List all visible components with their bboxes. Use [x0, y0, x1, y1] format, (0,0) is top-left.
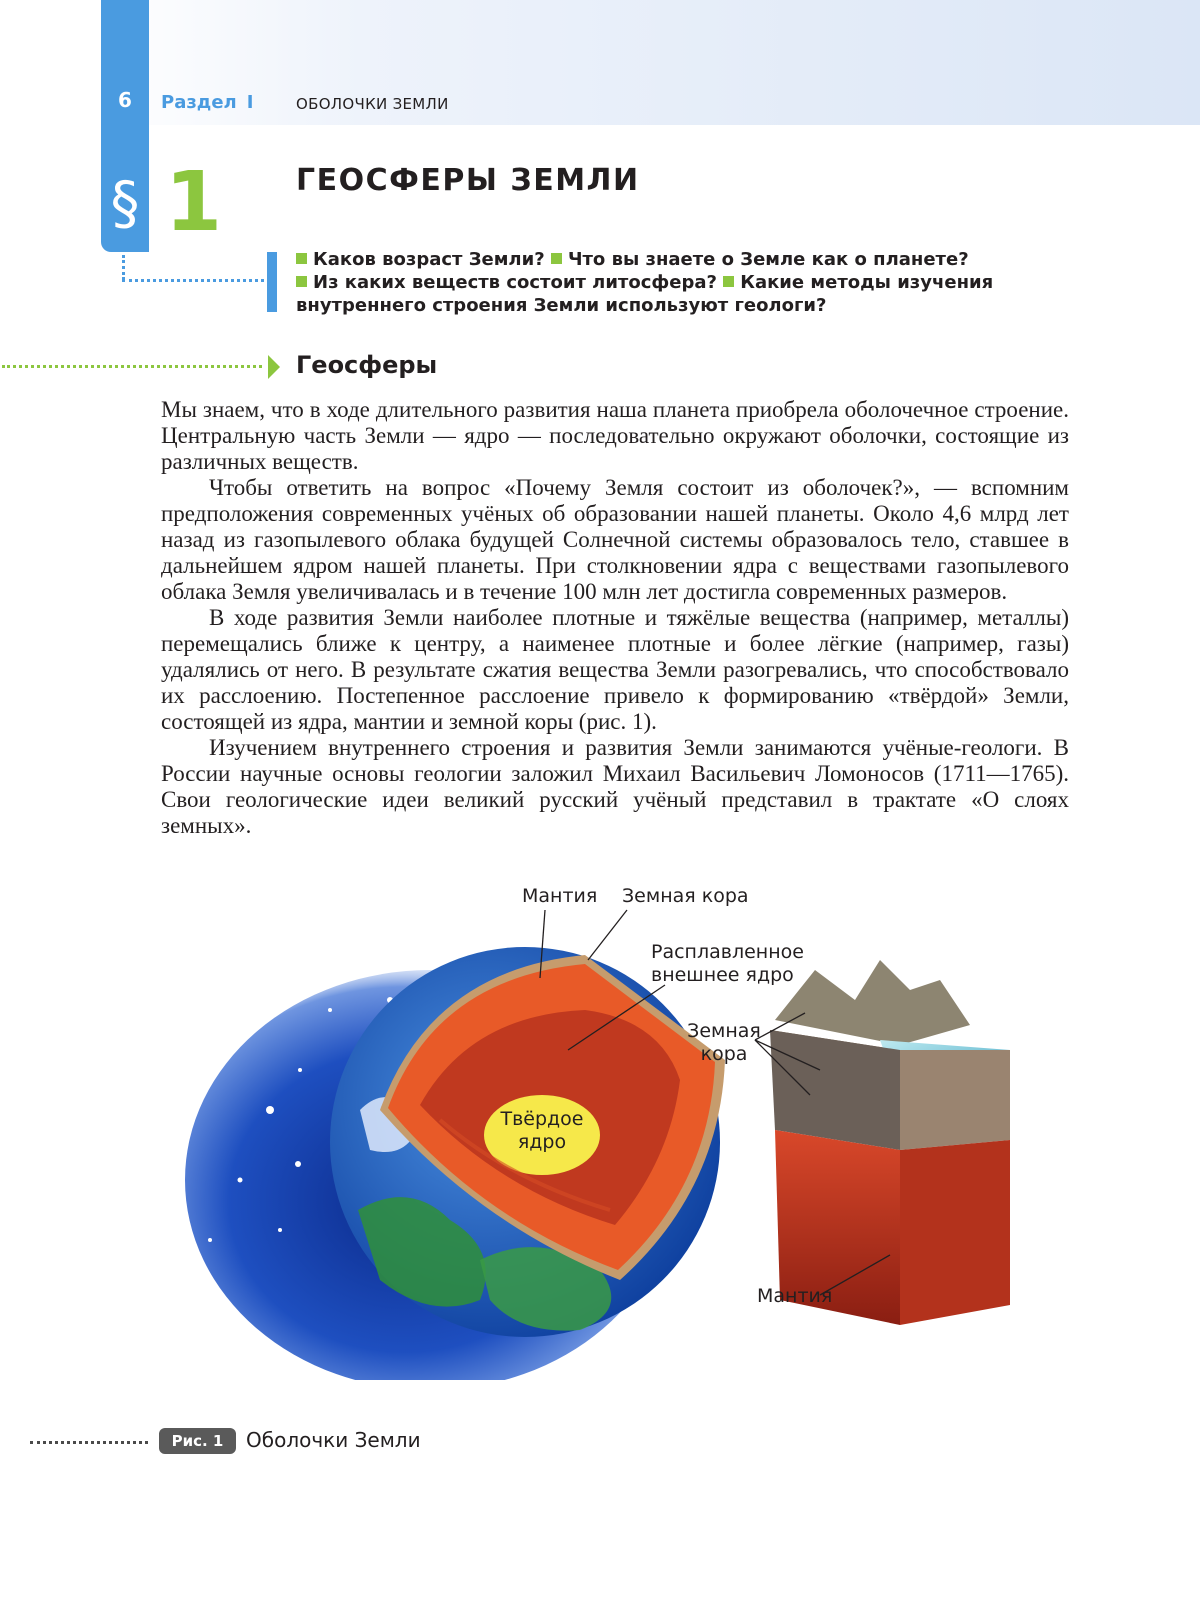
crust-block — [770, 960, 1010, 1325]
label-inner-core-2: ядро — [517, 1131, 567, 1153]
review-questions — [296, 248, 1096, 317]
label-crust-top: Земная кора — [622, 885, 749, 907]
earth-layers-illustration — [180, 880, 1060, 1380]
body-text — [161, 397, 1069, 839]
label-inner-core-1: Твёрдое — [500, 1108, 584, 1130]
green-square-icon — [296, 253, 307, 264]
section-label — [161, 92, 253, 113]
paragraph-sign: § — [110, 169, 140, 237]
body-paragraph-3: В ходе развития Земли наиболее плотные и тяжёлые вещества (например, металлы) перемещались ближе к центру, а наименее плотные и более лёгкие (например, газы) удалялись от него. В результате сжатия вещества Земли разогревались, что способствовало их расслоению. Постепенное расслоение привело к формированию «твёрдой» Земли, состоящей из ядра, мантии и земной коры (рис. 1). — [161, 605, 1069, 734]
body-paragraph-4: Изучением внутреннего строения и развития Земли занимаются учёные-геологи. В России научные основы геологии заложил Михаил Васильевич Ломоносов (1711—1765). Свои геологические идеи великий русский учёный представил в трактате «О слоях земных». — [161, 735, 1069, 838]
question-4: Какие методы изучения внутреннего строения Земли используют геологи? — [296, 272, 994, 316]
green-square-icon — [551, 253, 562, 264]
page-title: ГЕОСФЕРЫ ЗЕМЛИ — [296, 163, 640, 198]
subheading: Геосферы — [296, 351, 438, 379]
figure-badge: Рис. 1 — [159, 1428, 236, 1454]
page-number: 6 — [118, 88, 132, 112]
questions-line-2 — [296, 271, 1096, 317]
green-square-icon — [723, 276, 734, 287]
paragraph-number: 1 — [165, 155, 223, 250]
label-crust-block-2: кора — [700, 1043, 748, 1065]
label-mantle-block: Мантия — [757, 1285, 833, 1307]
green-square-icon — [296, 276, 307, 287]
triangle-arrow-icon — [268, 355, 280, 379]
dotted-connector-horizontal — [122, 279, 264, 282]
caption-dotted-line — [30, 1441, 148, 1444]
section-label-word: Раздел — [161, 92, 237, 113]
label-crust-block-1: Земная — [687, 1020, 761, 1042]
label-outer-core-2: внешнее ядро — [651, 964, 794, 986]
body-paragraph-2: Чтобы ответить на вопрос «Почему Земля состоит из оболочек?», — вспомним предположения современных учёных об образовании нашей планеты. Около 4,6 млрд лет назад из газопылевого облака будущей Солнечной системы образовалось тело, ставшее в дальнейшем ядром нашей планеты. При столкновении ядра с веществами газопылевого облака Земля увеличивалась и в течение 100 млн лет достигла современных размеров. — [161, 475, 1069, 604]
dotted-connector-vertical — [122, 255, 125, 280]
question-1: Каков возраст Земли? — [313, 249, 545, 270]
subheading-dotted-line — [2, 365, 262, 368]
questions-bar — [267, 252, 277, 312]
earth-layers-figure — [180, 880, 1060, 1380]
question-3: Из каких веществ состоит литосфера? — [313, 272, 717, 293]
body-paragraph-1: Мы знаем, что в ходе длительного развития наша планета приобрела оболочечное строение. Центральную часть Земли — ядро — последовательно окружают оболочки, состоящие из различных веществ. — [161, 397, 1069, 474]
section-name: ОБОЛОЧКИ ЗЕМЛИ — [296, 95, 449, 113]
question-2: Что вы знаете о Земле как о планете? — [567, 249, 969, 270]
section-roman-numeral: I — [246, 92, 254, 113]
label-mantle-top: Мантия — [522, 885, 598, 907]
questions-line-1 — [296, 248, 1096, 271]
label-outer-core-1: Расплавленное — [651, 941, 804, 963]
figure-caption: Оболочки Земли — [246, 1428, 421, 1452]
